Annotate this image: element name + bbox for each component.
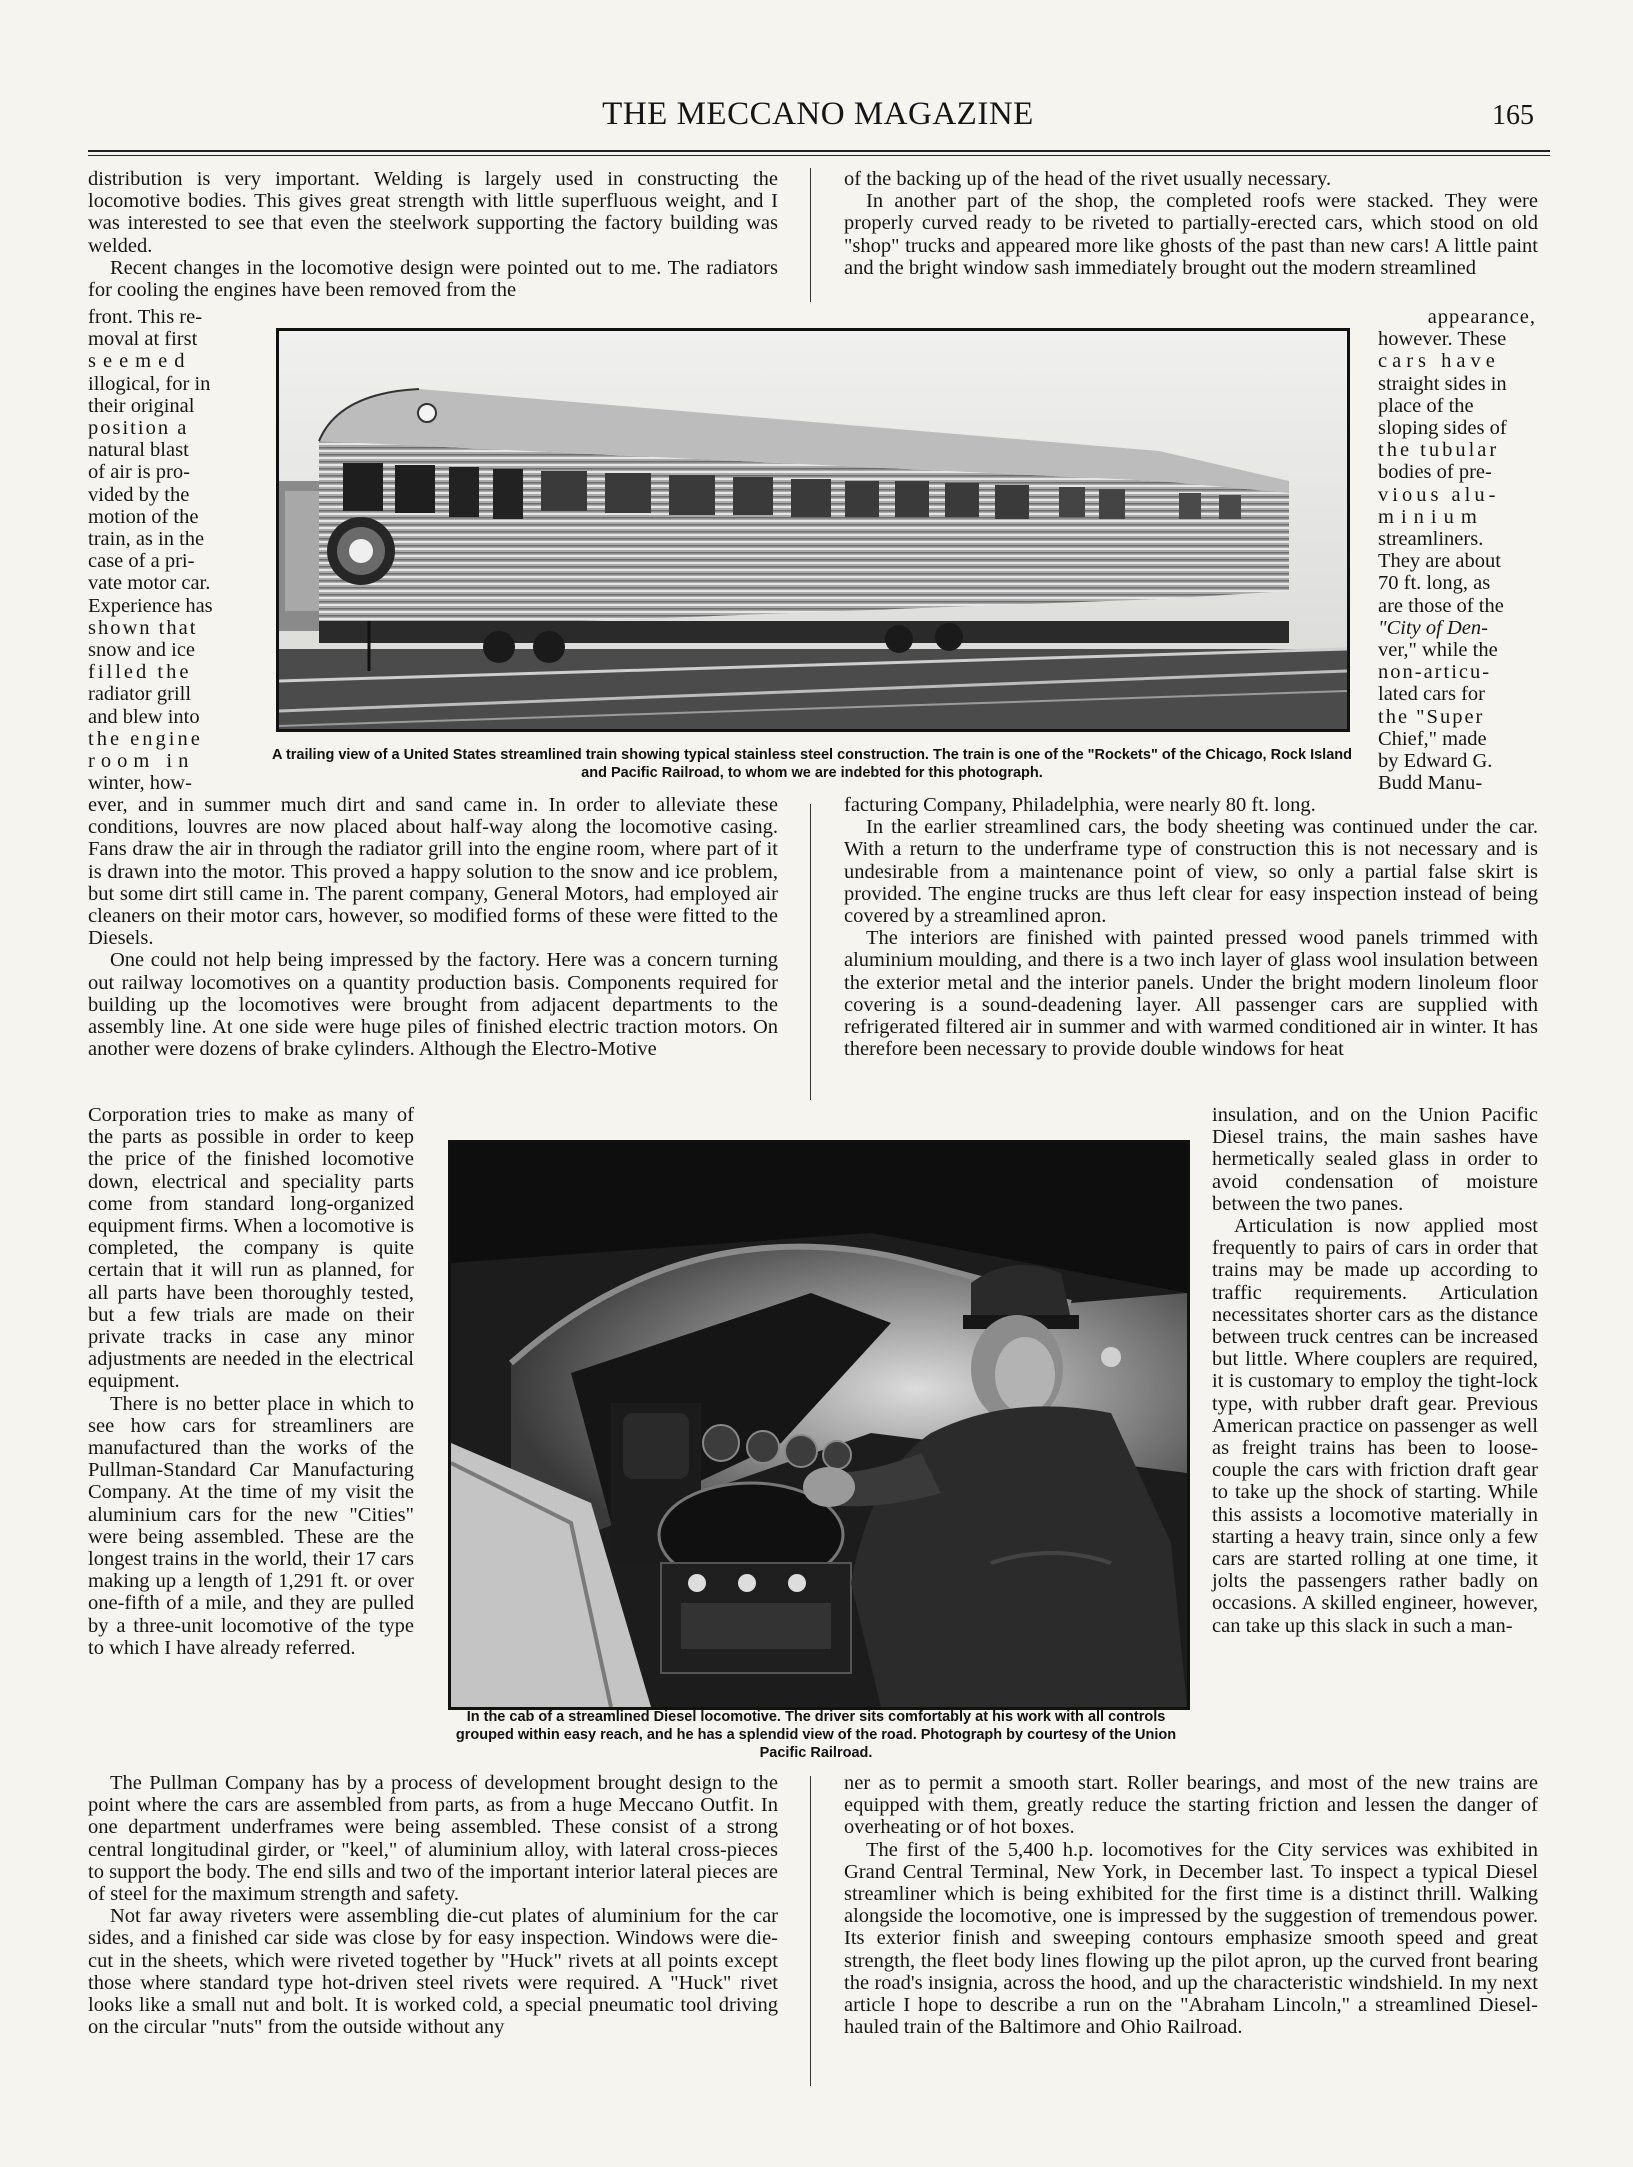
text-line: 70 ft. long, as	[1378, 572, 1491, 595]
text-line: and blew into	[88, 705, 200, 728]
left-column-narrow-text	[88, 306, 246, 794]
text-line: the "Super	[1378, 705, 1485, 728]
train-photo-caption: A trailing view of a United States streamlined train showing typical stainless steel construction. The train is one of the "Rockets" of the Chicago, Rock Island and Pacific Railroad, to whom we are indebted for this photograph.	[272, 747, 1352, 781]
text-line: snow and ice	[88, 639, 196, 662]
left-column-narrow-paragraphs	[88, 1104, 414, 1659]
paragraph: The interiors are finished with painted pressed wood panels trimmed with aluminium moulding, and there is a two inch layer of glass wool insulation between the exterior metal and the interior panels. Under the bright modern linoleum floor covering is a sound-deadening layer. All passenger cars are supplied with refrigerated filtered air in summer and with warmed conditioned air in winter. It has therefore been necessary to provide double windows for heat	[844, 927, 1538, 1061]
text-line: are those of the	[1378, 594, 1504, 617]
text-line: vate motor car.	[88, 572, 211, 595]
text-line: train, as in the	[88, 528, 205, 551]
text-line: vious alu-	[1378, 483, 1500, 506]
text-line: sloping sides of	[1378, 417, 1507, 440]
text-line: the engine	[88, 727, 203, 750]
text-line: straight sides in	[1378, 372, 1507, 395]
right-column-middle	[844, 794, 1538, 1060]
text-line: however. These	[1378, 328, 1507, 351]
text-line: room in	[88, 750, 195, 773]
text-line: radiator grill	[88, 683, 192, 706]
text-line: "City of Den-	[1378, 616, 1488, 639]
train-photograph	[276, 328, 1350, 732]
left-column-bottom	[88, 1772, 778, 2038]
text-line: appearance,	[1427, 306, 1536, 328]
train-illustration	[279, 331, 1347, 729]
text-line: ver," while the	[1378, 639, 1498, 662]
right-column-top	[844, 168, 1538, 279]
text-line: They are about	[1378, 550, 1501, 573]
text-line: by Edward G.	[1378, 750, 1493, 773]
text-line: position a	[88, 417, 189, 440]
paragraph: The Pullman Company has by a process of development brought design to the point where the cars are assembled from parts, as from a huge Meccano Outfit. In one department underframes were being assembled. These consist of a strong central longitudinal girder, or "keel," of aluminium alloy, with lateral cross-pieces to support the body. The end sills and two of the important interior lateral pieces are of steel for the maximum strength and safety.	[88, 1772, 778, 1906]
text-line: streamliners.	[1378, 528, 1484, 551]
text-line: the tubular	[1378, 439, 1500, 462]
header-rule-thin	[88, 155, 1550, 156]
right-column-bottom	[844, 1772, 1538, 2038]
left-column-top	[88, 168, 778, 301]
cab-photograph	[448, 1140, 1190, 1710]
text-line: non-articu-	[1378, 661, 1492, 684]
paragraph: of the backing up of the head of the rivet usually necessary.	[844, 168, 1332, 190]
paragraph: One could not help being impressed by the factory. Here was a concern turning out railway locomotives on a quantity production basis. Components required for building up the locomotives were brought from adjacent departments to the assembly line. At one side were huge piles of finished electric traction motors. On another were dozens of brake cylinders. Although the Electro-Motive	[88, 949, 778, 1061]
page-header	[88, 96, 1548, 142]
page-number: 165	[1492, 100, 1534, 131]
text-line: natural blast	[88, 439, 189, 462]
text-line: illogical, for in	[88, 372, 211, 395]
paragraph: In the earlier streamlined cars, the body sheeting was continued under the car. With a return to the underframe type of construction this is not necessary and is undesirable from a maintenance point of view, so only a partial false skirt is provided. The engine trucks are thus left clear for easy inspection instead of being covered by a streamlined apron.	[844, 816, 1538, 928]
right-column-narrow-text	[1378, 306, 1536, 794]
left-column-middle	[88, 794, 778, 1060]
paragraph: Corporation tries to make as many of the parts as possible in order to keep the price of the finished locomotive down, electrical and speciality parts come from standard long-organized equipment firms. When a locomotive is completed, the company is quite certain that it will run as planned, for all parts have been thoroughly tested, but a few trials are made on their private tracks in case any minor adjustments are needed in the electrical equipment.	[88, 1104, 414, 1393]
paragraph: There is no better place in which to see how cars for streamliners are manufactured than the works of the Pullman-Standard Car Manufacturing Company. At the time of my visit the aluminium cars for the new "Cities" were being assembled. These are the longest trains in the world, their 17 cars making up a length of 1,291 ft. or over one-fifth of a mile, and they are pulled by a three-unit locomotive of the type to which I have already referred.	[88, 1392, 414, 1659]
text-line: motion of the	[88, 505, 199, 528]
column-divider	[810, 168, 811, 302]
text-line: Budd Manu-	[1378, 772, 1483, 795]
text-line: Experience has	[88, 594, 213, 617]
paragraph: In another part of the shop, the completed roofs were stacked. They were properly curved ready to be riveted to partially-erected cars, which stood on old "shop" trucks and appeared more like ghosts of the past than new cars! A little paint and the bright window sash immediately brought out the modern streamlined	[844, 190, 1538, 279]
column-divider	[810, 1776, 811, 2086]
text-line: winter, how-	[88, 772, 192, 795]
paragraph: Recent changes in the locomotive design were pointed out to me. The radiators for cooling the engines have been removed from the	[88, 256, 778, 302]
paragraph: distribution is very important. Welding is largely used in constructing the locomotive bodies. This gives great strength with little superfluous weight, and I was interested to see that even the steelwork supporting the factory building was welded.	[88, 168, 778, 257]
text-line: Chief," made	[1378, 727, 1487, 750]
magazine-title: THE MECCANO MAGAZINE	[602, 96, 1034, 132]
paragraph: The first of the 5,400 h.p. locomotives for the City services was exhibited in Grand Central Terminal, New York, in December last. To inspect a typical Diesel streamliner which is being exhibited for the first time is a distinct thrill. Walking alongside the locomotive, one is impressed by the suggestion of tremendous power. Its exterior finish and sweeping contours emphasize smooth speed and great strength, the fleet body lines flowing up the pilot apron, up the curved front bearing the road's insignia, across the hood, and up the characteristic windshield. In my next article I hope to describe a run on the "Abraham Lincoln," a streamlined Diesel-hauled train of the Baltimore and Ohio Railroad.	[844, 1838, 1538, 2039]
text-line: shown that	[88, 616, 198, 639]
paragraph: ever, and in summer much dirt and sand came in. In order to alleviate these conditions, louvres are now placed about half-way along the locomotive casing. Fans draw the air in through the radiator grill into the engine room, where part of it is drawn into the motor. This proved a happy solution to the snow and ice problem, but some dirt still came in. The parent company, General Motors, had employed air cleaners on their motor cars, however, so modified forms of these were fitted to the Diesels.	[88, 794, 778, 950]
text-line: lated cars for	[1378, 683, 1485, 706]
text-line: their original	[88, 394, 195, 417]
text-line: cars have	[1378, 350, 1500, 373]
text-line: filled the	[88, 661, 192, 684]
header-rule	[88, 150, 1550, 152]
right-column-narrow-paragraphs	[1212, 1104, 1538, 1637]
text-line: seemed	[88, 350, 192, 373]
paragraph: insulation, and on the Union Pacific Diesel trains, the main sashes have hermetically sealed glass in order to avoid condensation of moisture between the two panes.	[1212, 1104, 1538, 1215]
text-line: place of the	[1378, 394, 1474, 417]
text-line: moval at first	[88, 328, 198, 351]
text-line: minium	[1378, 505, 1484, 528]
text-line: front. This re-	[88, 306, 203, 328]
paragraph: Not far away riveters were assembling die-cut plates of aluminium for the car sides, and a finished car side was close by for easy inspection. Windows were die-cut in the sheets, which were riveted together by "Huck" rivets at all points except those where standard type hot-driven steel rivets were required. A "Huck" rivet looks like a small nut and bolt. It is worked cold, a special pneumatic tool driving on the circular "nuts" from the outside without any	[88, 1905, 778, 2039]
text-line: vided by the	[88, 483, 190, 506]
paragraph: ner as to permit a smooth start. Roller bearings, and most of the new trains are equipped with them, greatly reduce the starting friction and lessen the danger of overheating or of hot boxes.	[844, 1772, 1538, 1839]
paragraph: Articulation is now applied most frequently to pairs of cars in order that trains may be made up according to traffic requirements. Articulation necessitates shorter cars as the distance between truck centres can be increased but little. Where couplers are required, it is customary to employ the tight-lock type, with rubber draft gear. Previous American practice on passenger as well as freight trains has been to loose-couple the cars with friction draft gear to take up the shock of starting. While this assists a locomotive materially in starting a heavy train, since only a few cars are started rolling at one time, it jolts the passengers rather badly on occasions. A skilled engineer, however, can take up this slack in such a man-	[1212, 1215, 1538, 1637]
column-divider	[810, 804, 811, 1100]
text-line: case of a pri-	[88, 550, 195, 573]
text-line: of air is pro-	[88, 461, 190, 484]
paragraph: facturing Company, Philadelphia, were nearly 80 ft. long.	[844, 794, 1316, 816]
cab-photo-caption: In the cab of a streamlined Diesel locomotive. The driver sits comfortably at his work with all controls grouped within easy reach, and he has a splendid view of the road. Photograph by courtesy of the Union Pacific Railroad.	[455, 1709, 1177, 1761]
text-line: bodies of pre-	[1378, 461, 1492, 484]
cab-illustration	[451, 1143, 1187, 1707]
